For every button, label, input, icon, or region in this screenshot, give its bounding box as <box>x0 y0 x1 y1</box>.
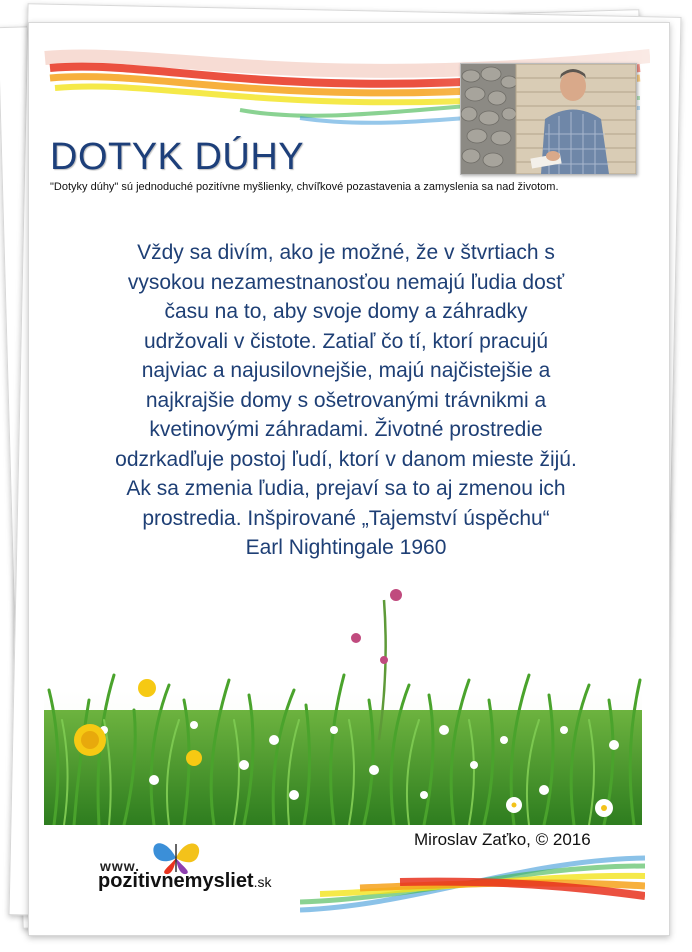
logo-tld: .sk <box>253 874 272 890</box>
page-title: DOTYK DÚHY <box>50 136 305 178</box>
quote-line: vysokou nezamestnanosťou nemajú ľudia dosť <box>127 270 565 294</box>
quote-line: prostredia. Inšpirované „Tajemství úspěchu“ <box>142 506 550 530</box>
site-logo[interactable] <box>98 836 318 896</box>
logo-name <box>98 870 272 893</box>
author-credit: Miroslav Zaťko, © 2016 <box>414 830 591 849</box>
logo-www: www. <box>100 858 141 874</box>
quote-line: kvetinovými záhradami. Životné prostredie <box>149 418 543 441</box>
quote-line: odzrkadľuje postoj ľudí, ktorí v danom mieste žijú. <box>115 447 577 471</box>
author-photo <box>460 63 637 175</box>
quote-line: Earl Nightingale 1960 <box>245 536 447 559</box>
meadow-illustration <box>44 580 642 825</box>
logo-name-text: pozitivnemysliet <box>98 870 254 892</box>
quote-line: Ak sa zmenia ľudia, prejaví sa to aj zmenou ich <box>126 477 566 500</box>
rainbow-swoosh-bottom <box>300 850 645 920</box>
quote-line: najviac a najusilovnejšie, majú najčistejšie a <box>141 359 551 382</box>
quote-line: času na to, aby svoje domy a záhradky <box>164 300 528 323</box>
quote-text <box>46 238 646 563</box>
page-subtitle: "Dotyky dúhy" sú jednoduché pozitívne myšlienky, chvíľkové pozastavenia a zamyslenia sa nad životom. <box>50 181 559 193</box>
quote-line: najkrajšie domy s ošetrovanými trávnikmi a <box>145 388 547 412</box>
quote-line: udržovali v čistote. Zatiaľ čo tí, ktorí pracujú <box>143 329 549 353</box>
quote-line: Vždy sa divím, ako je možné, že v štvrtiach s <box>137 241 555 264</box>
